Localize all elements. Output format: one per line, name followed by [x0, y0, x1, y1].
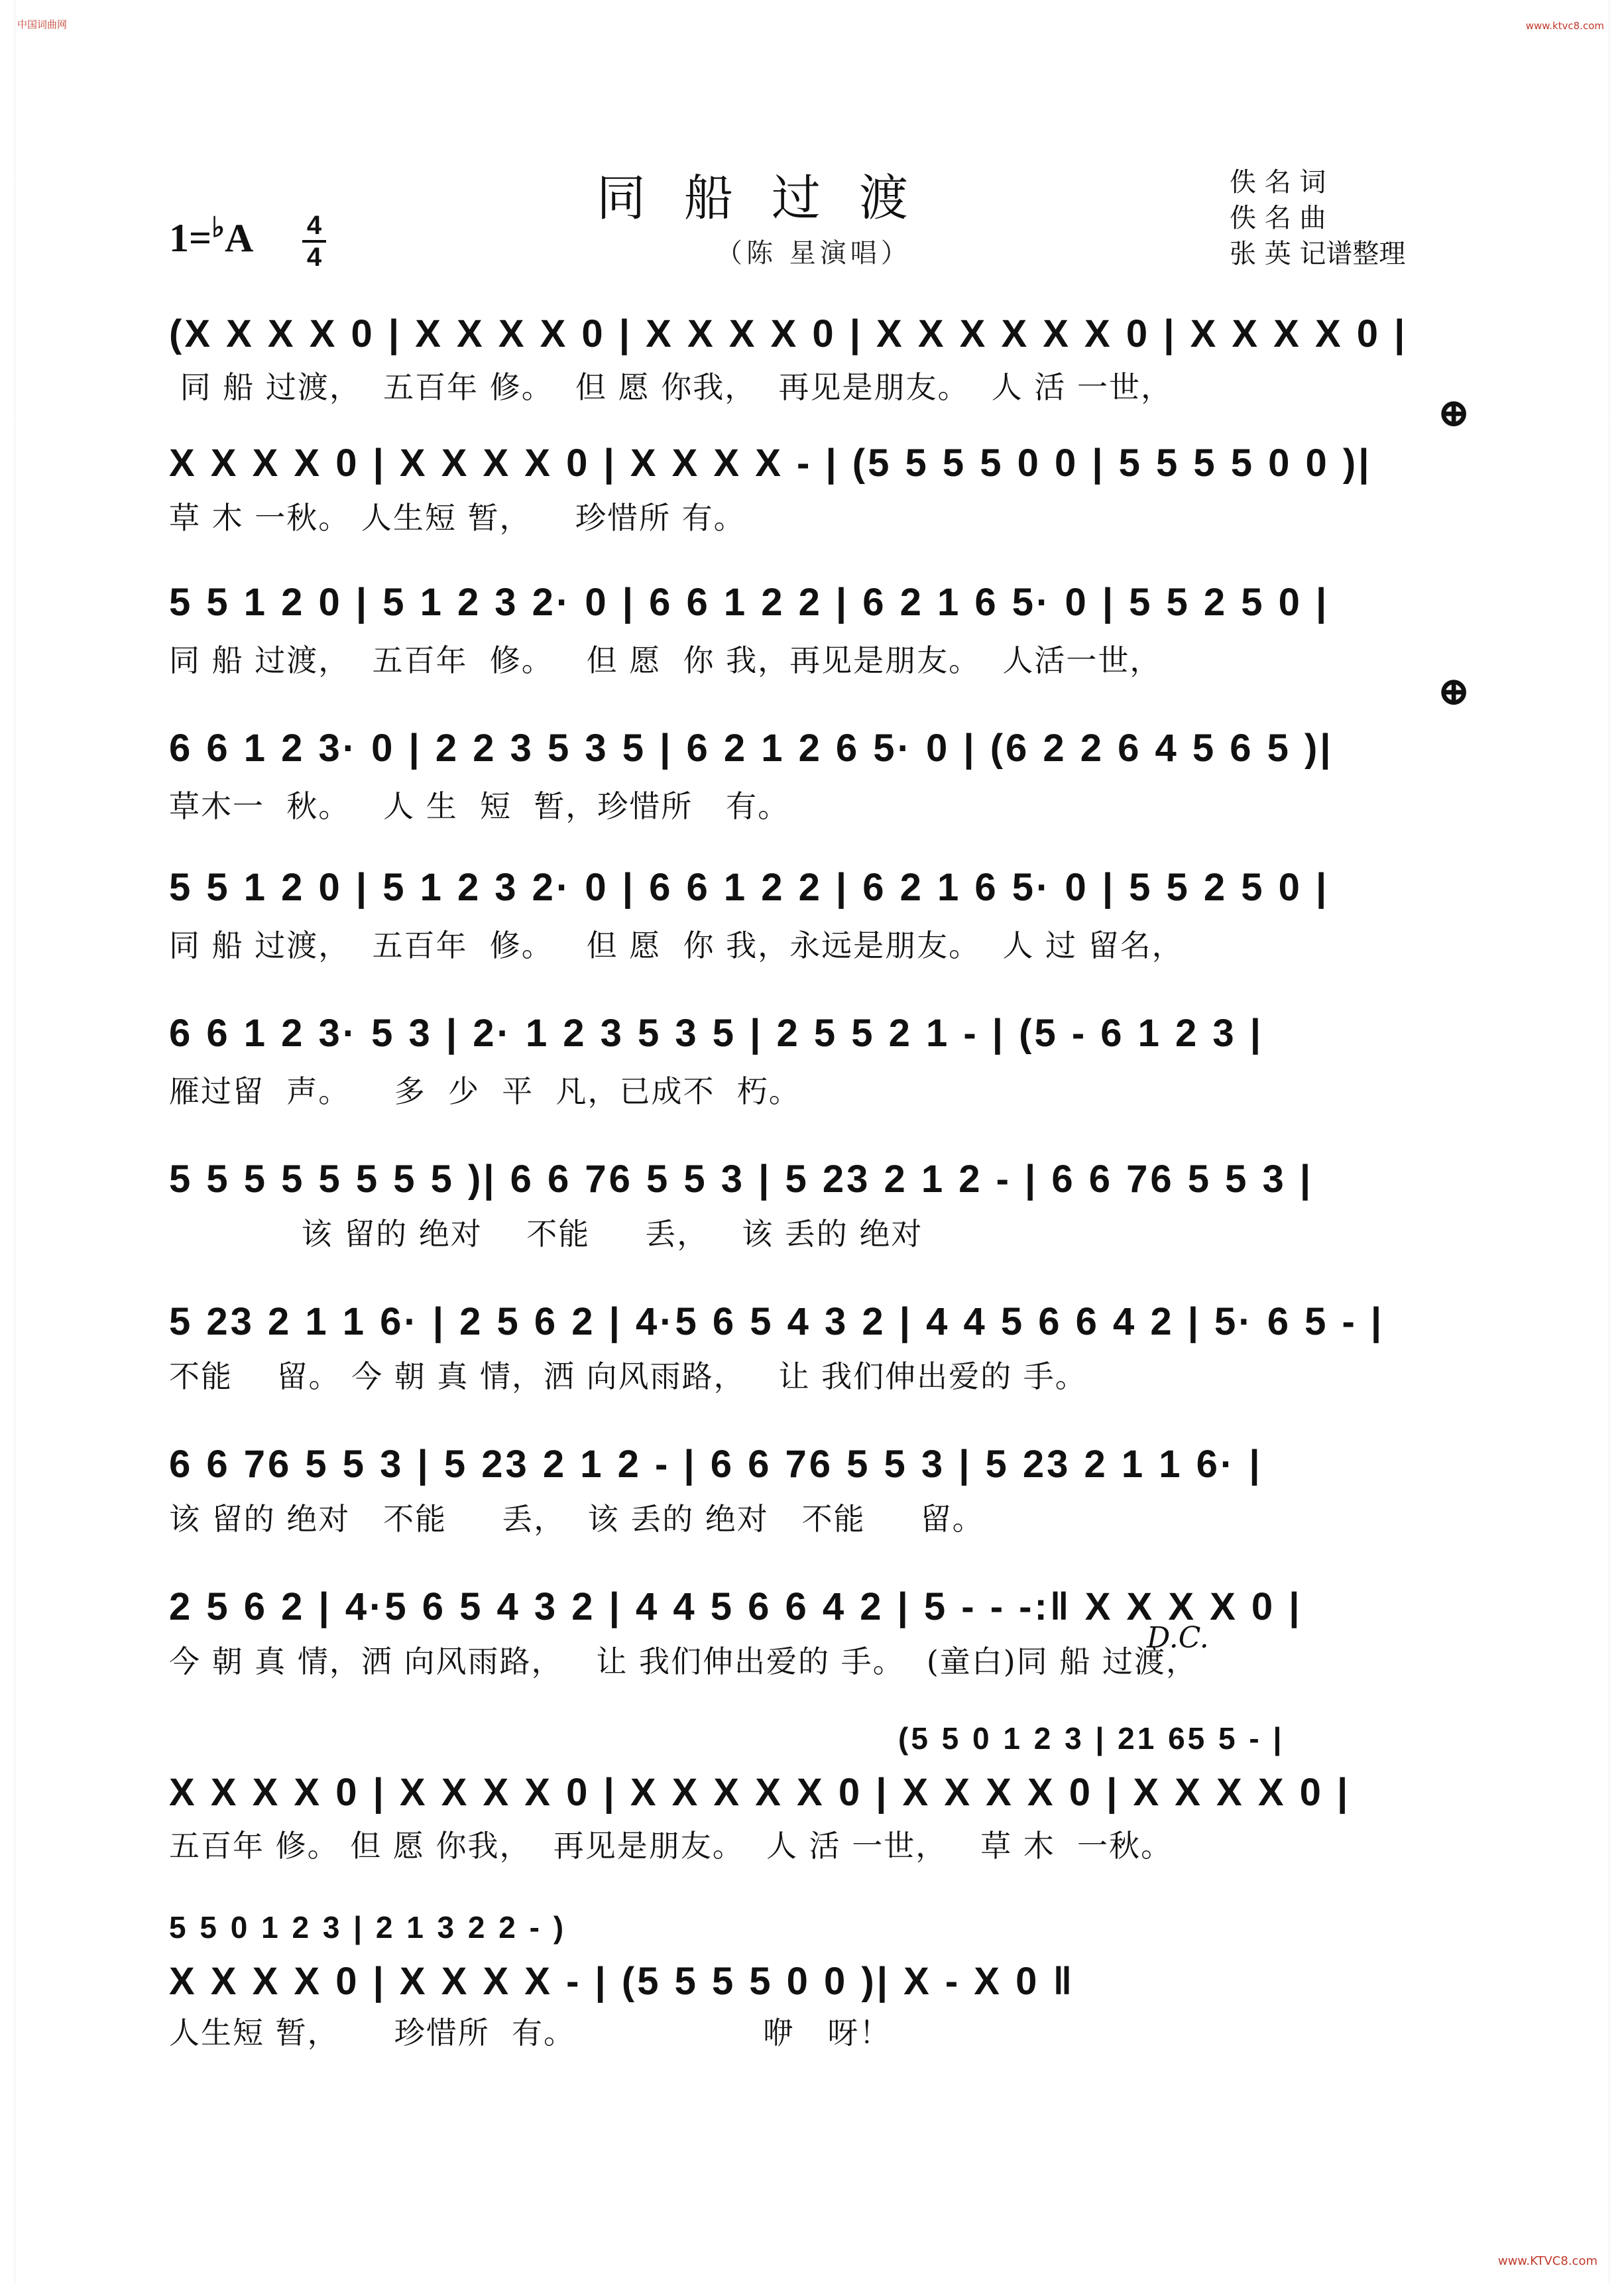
notation-line-3: 5 5 1 2 0 | 5 1 2 3 2· 0 | 6 6 1 2 2 | 6 2 1 6 5· 0 | 5 5 2 5 0 | — [169, 581, 1330, 624]
lyric-line-4: 草木一 秋。 人 生 短 暂，珍惜所 有。 — [169, 788, 790, 824]
lyric-line-9: 该 留的 绝对 不能 丢， 该 丢的 绝对 不能 留。 — [169, 1501, 984, 1537]
lyric-line-2: 草 木 一秋。 人生短 暂， 珍惜所 有。 — [169, 500, 746, 536]
site-logo-left: 中国词曲网 — [17, 19, 68, 30]
upper-part-line-2: 5 5 0 1 2 3 | 2 1 3 2 2 - ) — [169, 1910, 567, 1945]
lyric-line-11: 五百年 修。 但 愿 你我， 再见是朋友。 人 活 一世， 草 木 一秋。 — [169, 1828, 1173, 1864]
site-url-right: www.ktvc8.com — [1525, 20, 1604, 32]
right-margin-strip — [1609, 0, 1624, 2284]
time-signature — [301, 211, 327, 272]
key-signature — [169, 215, 253, 261]
footer-site-url: www.KTVC8.com — [1497, 2254, 1597, 2268]
lyric-line-12: 人生短 暂， 珍惜所 有。 咿 呀！ — [169, 2015, 892, 2051]
left-margin-strip — [0, 0, 15, 2284]
lyric-line-10: 今 朝 真 情，洒 向风雨路， 让 我们伸出爱的 手。 (童白)同 船 过渡， — [169, 1644, 1198, 1679]
notation-line-11: X X X X 0 | X X X X 0 | X X X X X 0 | X X X X 0 | X X X X 0 | — [169, 1771, 1351, 1814]
lyric-line-8: 不能 留。 今 朝 真 情，洒 向风雨路， 让 我们伸出爱的 手。 — [169, 1358, 1087, 1394]
notation-line-8: 5 23 2 1 1 6· | 2 5 6 2 | 4·5 6 5 4 3 2 | 4 4 5 6 6 4 2 | 5· 6 5 - | — [169, 1300, 1385, 1343]
flat-icon: ♭ — [211, 213, 225, 243]
key-note: A — [225, 216, 254, 260]
notation-line-7: 5 5 5 5 5 5 5 5 )| 6 6 76 5 5 3 | 5 23 2 1 2 - | 6 6 76 5 5 3 | — [169, 1158, 1314, 1201]
coda-icon: ⊕ — [1437, 668, 1471, 715]
notation-line-1: (X X X X 0 | X X X X 0 | X X X X 0 | X X X X X X 0 | X X X X 0 | — [169, 312, 1408, 355]
notation-line-5: 5 5 1 2 0 | 5 1 2 3 2· 0 | 6 6 1 2 2 | 6 2 1 6 5· 0 | 5 5 2 5 0 | — [169, 866, 1330, 909]
credits — [1230, 164, 1405, 272]
notation-line-2: X X X X 0 | X X X X 0 | X X X X - | (5 5 5 5 0 0 | 5 5 5 5 0 0 )| — [169, 442, 1372, 485]
composer-credit: 佚 名 曲 — [1230, 203, 1326, 233]
notation-line-6: 6 6 1 2 3· 5 3 | 2· 1 2 3 5 3 5 | 2 5 5 2 1 - | (5 - 6 1 2 3 | — [169, 1012, 1263, 1055]
coda-icon: ⊕ — [1437, 390, 1471, 436]
lyric-line-6: 雁过留 声。 多 少 平 凡，已成不 朽。 — [169, 1073, 801, 1109]
lyricist-credit: 佚 名 词 — [1230, 167, 1326, 198]
time-bottom: 4 — [306, 243, 322, 272]
lyric-line-3: 同 船 过渡， 五百年 修。 但 愿 你 我，再见是朋友。 人活一世， — [169, 642, 1162, 678]
upper-part-line-1: (5 5 0 1 2 3 | 21 65 5 - | — [898, 1721, 1285, 1756]
song-title: 同船过渡 — [597, 170, 947, 227]
key-prefix: 1= — [169, 216, 212, 260]
song-subtitle: （陈 星演唱） — [716, 238, 911, 269]
notation-line-10: 2 5 6 2 | 4·5 6 5 4 3 2 | 4 4 5 6 6 4 2 | 5 - - -:‖ X X X X 0 | — [169, 1585, 1303, 1628]
lyric-line-7: 该 留的 绝对 不能 丢， 该 丢的 绝对 — [169, 1216, 923, 1252]
time-top: 4 — [306, 211, 322, 240]
dc-mark: D.C. — [1147, 1621, 1209, 1655]
notation-line-9: 6 6 76 5 5 3 | 5 23 2 1 2 - | 6 6 76 5 5 3 | 5 23 2 1 1 6· | — [169, 1443, 1263, 1486]
arranger-credit: 张 英 记谱整理 — [1230, 239, 1406, 269]
lyric-line-1: 同 船 过渡， 五百年 修。 但 愿 你我， 再见是朋友。 人 活 一世， — [169, 369, 1173, 405]
lyric-line-5: 同 船 过渡， 五百年 修。 但 愿 你 我，永远是朋友。 人 过 留名， — [169, 928, 1184, 963]
notation-line-4: 6 6 1 2 3· 0 | 2 2 3 5 3 5 | 6 2 1 2 6 5· 0 | (6 2 2 6 4 5 6 5 )| — [169, 727, 1334, 770]
notation-line-12: X X X X 0 | X X X X - | (5 5 5 5 0 0 )| X - X 0 ‖ — [169, 1960, 1075, 2003]
